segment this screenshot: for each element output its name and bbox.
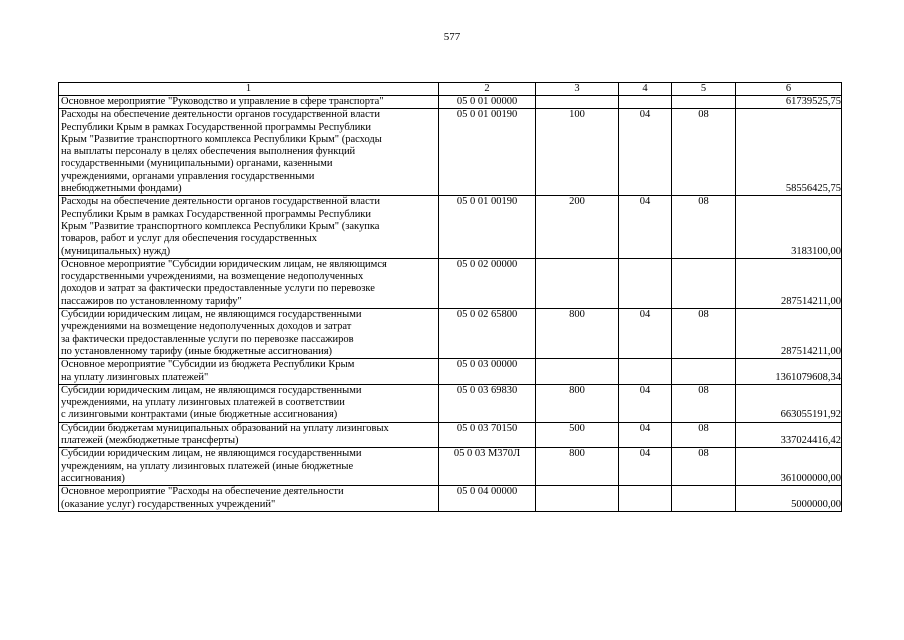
row-description [59,109,439,196]
subsection-cell: 08 [672,448,736,486]
column-header: 5 [672,83,736,96]
table-row [59,258,842,308]
expense-type-cell: 100 [536,109,619,196]
program-code-cell: 05 0 01 00190 [439,109,536,196]
description-line: на уплату лизинговых платежей" [61,371,209,383]
subsection-cell: 08 [672,196,736,258]
subsection-cell: 08 [672,384,736,422]
description-line: Субсидии юридическим лицам, не являющимся государственными [61,448,362,460]
subsection-cell [672,486,736,512]
row-description [59,309,439,359]
description-line: Основное мероприятие "Руководство и управление в сфере транспорта" [61,96,384,107]
description-line: Основное мероприятие "Субсидии из бюджета Республики Крым [61,359,355,371]
section-cell: 04 [619,109,672,196]
description-line: платежей (межбюджетные трансферты) [61,435,239,447]
expense-type-cell [536,486,619,512]
section-cell [619,258,672,308]
column-header: 4 [619,83,672,96]
column-number-header [59,83,842,96]
table-row [59,96,842,109]
description-line: доходов и затрат за фактически предоставленные услуги по перевозке [61,283,375,295]
table-row [59,486,842,512]
program-code-cell: 05 0 02 65800 [439,309,536,359]
description-line: за фактически предоставленные услуги по перевозке пассажиров [61,333,354,345]
section-cell: 04 [619,309,672,359]
column-header: 1 [59,83,439,96]
row-description [59,384,439,422]
table-row [59,196,842,258]
row-description [59,422,439,448]
table-row [59,109,842,196]
section-cell: 04 [619,384,672,422]
description-line: внебюджетными фондами) [61,183,182,195]
row-description [59,196,439,258]
row-description [59,359,439,385]
description-line: Субсидии бюджетам муниципальных образований на уплату лизинговых [61,422,389,434]
subsection-cell: 08 [672,422,736,448]
section-cell [619,359,672,385]
section-cell: 04 [619,448,672,486]
amount-cell: 3183100,00 [736,196,842,258]
table-row [59,422,842,448]
section-cell: 04 [619,196,672,258]
row-description [59,258,439,308]
amount-cell: 5000000,00 [736,486,842,512]
program-code-cell: 05 0 01 00000 [439,96,536,109]
expense-type-cell: 800 [536,309,619,359]
subsection-cell: 08 [672,109,736,196]
subsection-cell [672,359,736,385]
description-line: пассажиров по установленному тарифу" [61,295,242,307]
description-line: Основное мероприятие "Субсидии юридическим лицам, не являющимся [61,258,387,270]
description-line: ассигнования) [61,472,125,484]
expense-type-cell: 200 [536,196,619,258]
expense-type-cell: 500 [536,422,619,448]
description-line: государственными учреждениями, на возмещение недополученных [61,271,364,283]
program-code-cell: 05 0 03 69830 [439,384,536,422]
amount-cell: 663055191,92 [736,384,842,422]
amount-cell: 61739525,75 [736,96,842,109]
description-line: Республики Крым в рамках Государственной программы Республики [61,121,372,133]
amount-cell: 1361079608,34 [736,359,842,385]
description-line: Субсидии юридическим лицам, не являющимся государственными [61,309,362,321]
amount-cell: 337024416,42 [736,422,842,448]
description-line: с лизинговыми контрактами (иные бюджетные ассигнования) [61,409,338,421]
description-line: учреждениями, на уплату лизинговых платежей в соответствии [61,397,345,409]
section-cell [619,486,672,512]
amount-cell: 58556425,75 [736,109,842,196]
description-line: (оказание услуг) государственных учреждений" [61,498,276,510]
expense-type-cell [536,359,619,385]
amount-cell: 287514211,00 [736,309,842,359]
column-header: 3 [536,83,619,96]
section-cell: 04 [619,422,672,448]
section-cell [619,96,672,109]
description-line: (муниципальных) нужд) [61,245,171,257]
column-header: 2 [439,83,536,96]
program-code-cell: 05 0 02 00000 [439,258,536,308]
description-line: Крым "Развитие транспортного комплекса Республики Крым" (закупка [61,220,380,232]
description-line: учреждениями, органами управления государственными [61,170,315,182]
description-line: Крым "Развитие транспортного комплекса Республики Крым" (расходы [61,133,382,145]
subsection-cell: 08 [672,309,736,359]
program-code-cell: 05 0 03 70150 [439,422,536,448]
description-line: Субсидии юридическим лицам, не являющимся государственными [61,384,362,396]
program-code-cell: 05 0 04 00000 [439,486,536,512]
amount-cell: 287514211,00 [736,258,842,308]
description-line: учреждениям, на уплату лизинговых платежей (иные бюджетные [61,460,354,472]
expense-type-cell [536,96,619,109]
description-line: Республики Крым в рамках Государственной программы Республики [61,208,372,220]
row-description [59,96,439,109]
description-line: по установленному тарифу (иные бюджетные ассигнования) [61,345,333,357]
expense-type-cell: 800 [536,384,619,422]
table-row [59,448,842,486]
description-line: учреждениями на возмещение недополученных доходов и затрат [61,321,352,333]
page-number: 577 [443,31,461,43]
program-code-cell: 05 0 03 00000 [439,359,536,385]
amount-cell: 361000000,00 [736,448,842,486]
subsection-cell [672,96,736,109]
description-line: Расходы на обеспечение деятельности органов государственной власти [61,109,380,121]
table-row [59,309,842,359]
description-line: товаров, работ и услуг для обеспечения государственных [61,233,318,245]
expense-type-cell [536,258,619,308]
description-line: государственными (муниципальными) органами, казенными [61,158,333,170]
row-description [59,448,439,486]
program-code-cell: 05 0 01 00190 [439,196,536,258]
description-line: на выплаты персоналу в целях обеспечения выполнения функций [61,146,356,158]
program-code-cell: 05 0 03 М370Л [439,448,536,486]
column-header: 6 [736,83,842,96]
row-description [59,486,439,512]
table-row [59,359,842,385]
budget-table [58,82,842,512]
description-line: Основное мероприятие "Расходы на обеспечение деятельности [61,486,344,498]
subsection-cell [672,258,736,308]
description-line: Расходы на обеспечение деятельности органов государственной власти [61,196,380,208]
table-row [59,384,842,422]
expense-type-cell: 800 [536,448,619,486]
